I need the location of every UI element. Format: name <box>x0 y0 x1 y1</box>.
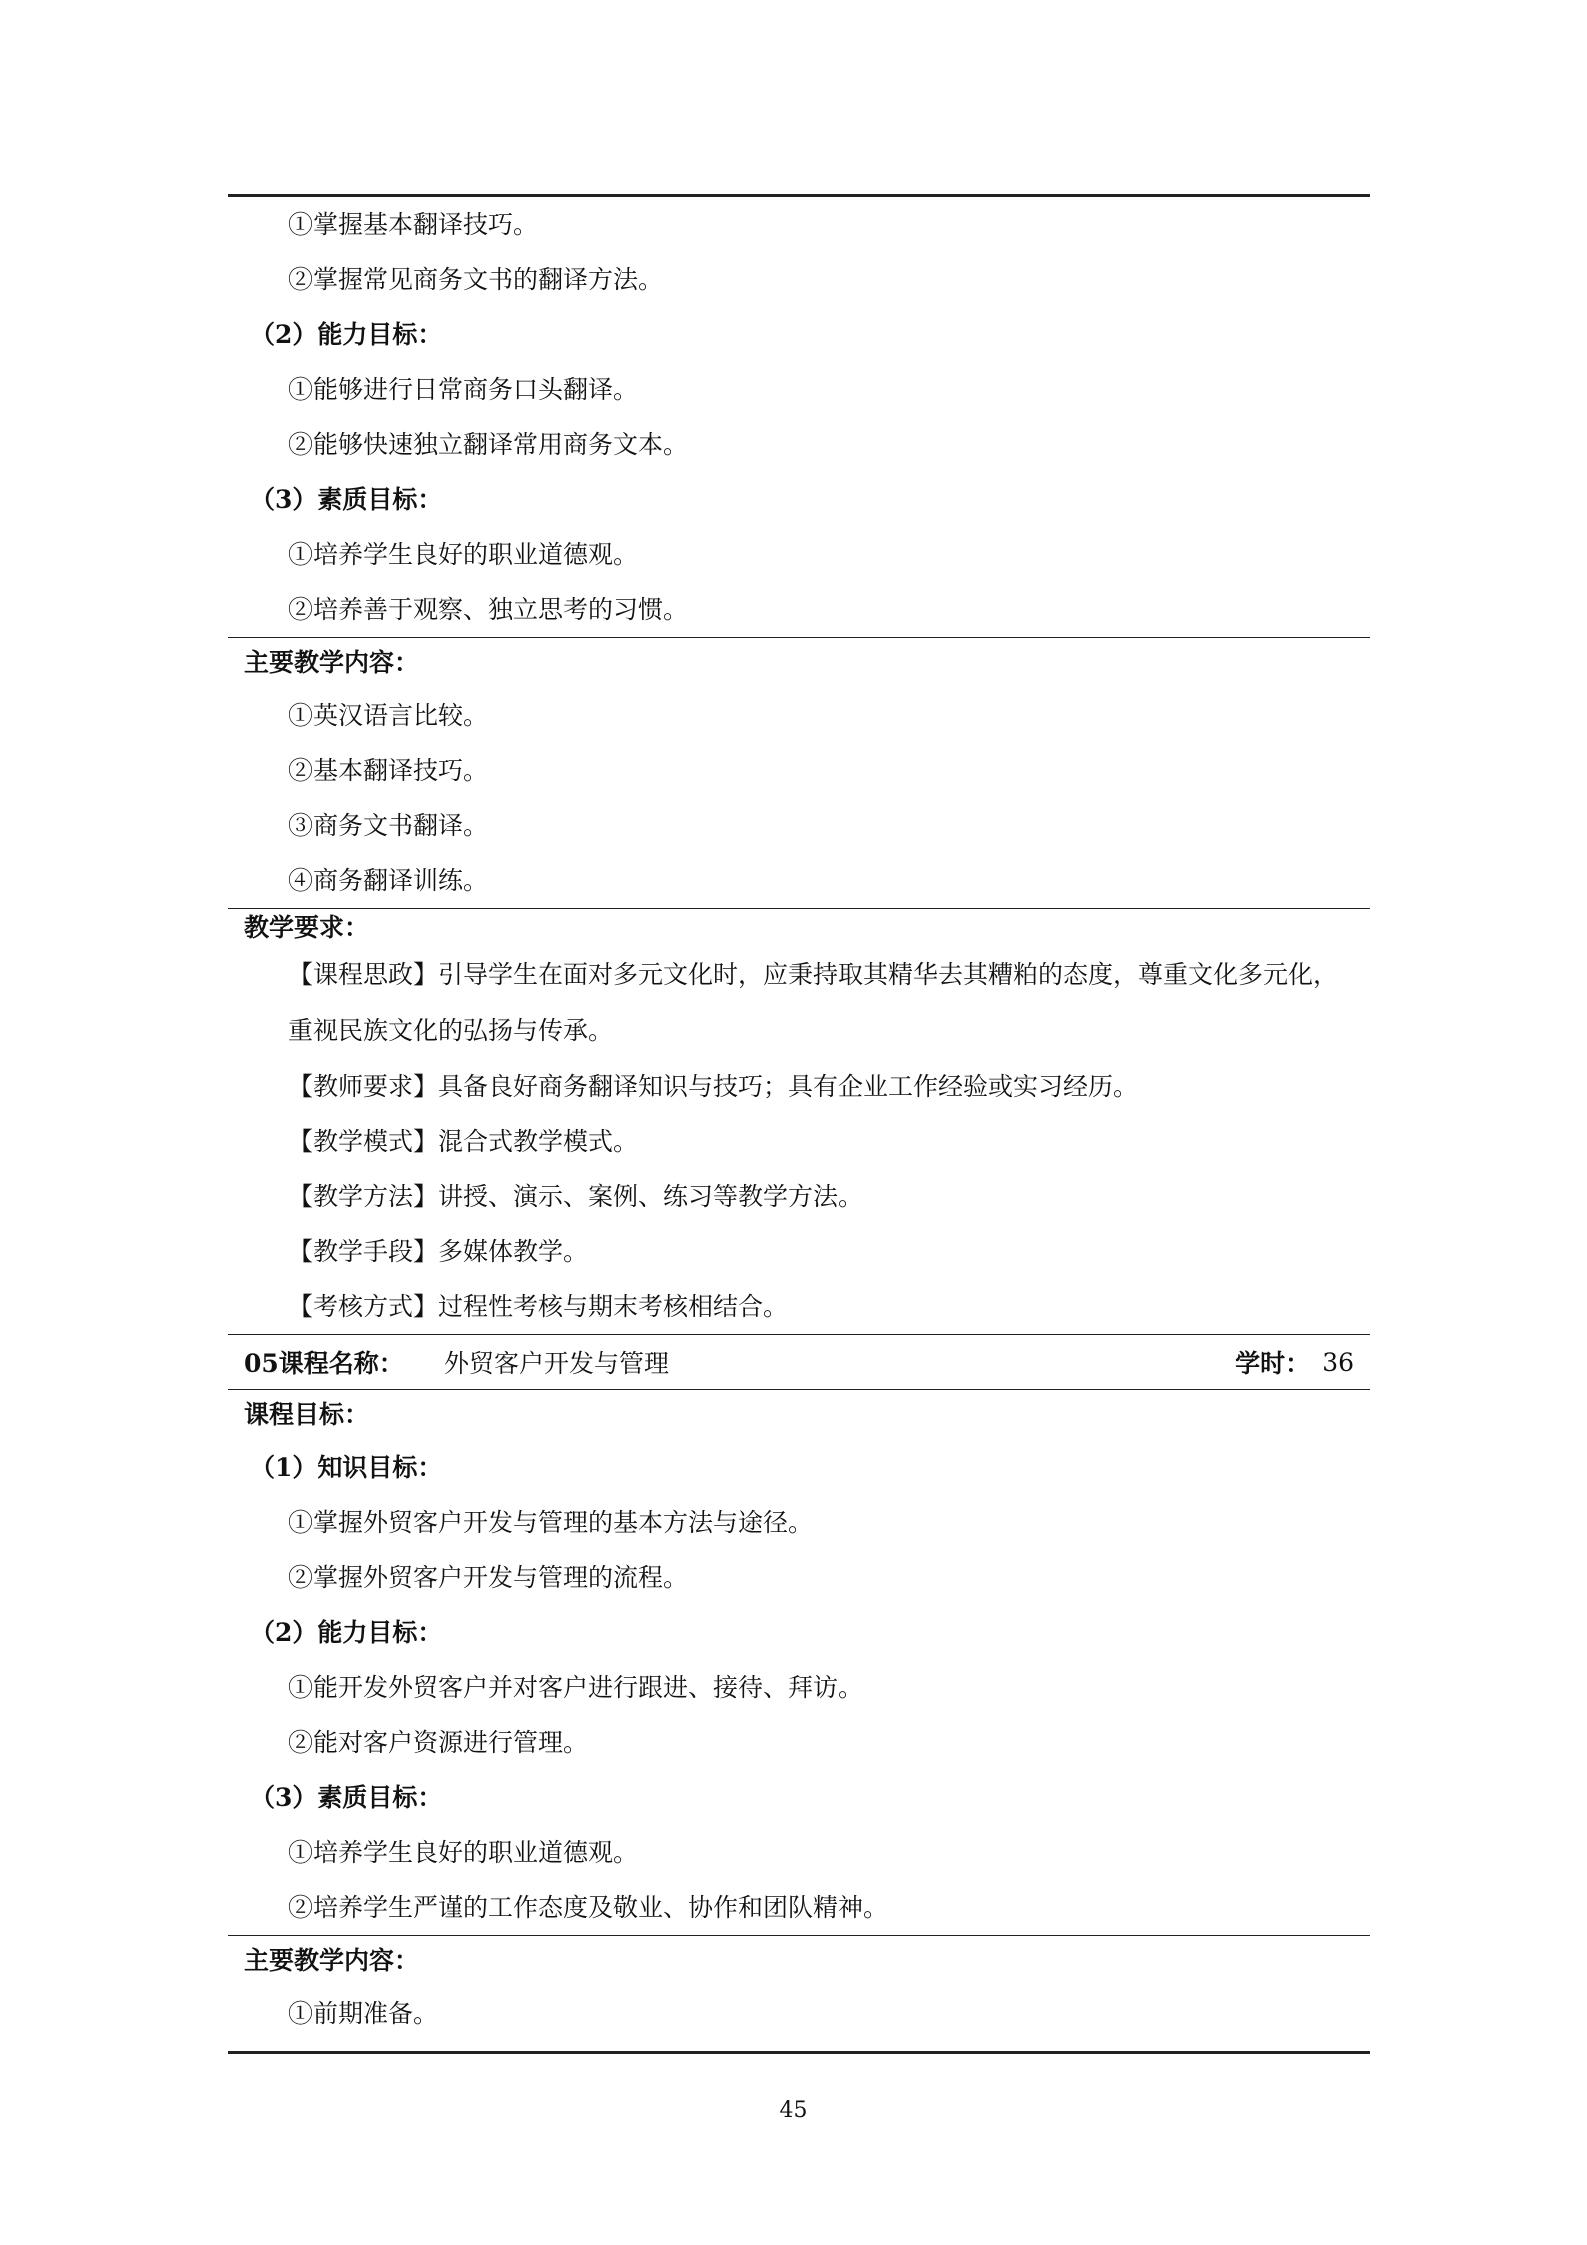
ability-item-2: ②能够快速独立翻译常用商务文本。 <box>288 430 689 459</box>
knowledge-item-1: ①掌握基本翻译技巧。 <box>288 210 539 239</box>
teaching-mode: 【教学模式】混合式教学模式。 <box>288 1127 639 1156</box>
course05-goals-section <box>228 1390 1370 1935</box>
ideology-requirement: 【课程思政】引导学生在面对多元文化时，应秉持取其精华去其糟粕的态度，尊重文化多元化，重视民族文化的弘扬与传承。 <box>288 960 1339 1045</box>
course-name: 外贸客户开发与管理 <box>444 1349 670 1378</box>
knowledge-heading: （1）知识目标： <box>250 1453 443 1482</box>
teaching-means: 【教学手段】多媒体教学。 <box>288 1237 589 1266</box>
content-heading: 主要教学内容： <box>244 648 420 677</box>
page-number: 45 <box>779 2098 808 2123</box>
quality-heading: （3）素质目标： <box>250 485 443 514</box>
quality-item-1: ①培养学生良好的职业道德观。 <box>288 1838 639 1867</box>
hours-value: 36 <box>1322 1347 1354 1377</box>
course-title-row <box>228 1335 1370 1389</box>
content-item-4: ④商务翻译训练。 <box>288 866 489 895</box>
quality-item-2: ②培养善于观察、独立思考的习惯。 <box>288 595 689 624</box>
requirements-section <box>228 909 1370 1334</box>
hours-label: 学时： <box>1235 1349 1311 1378</box>
course-name-label: 05课程名称： <box>244 1349 404 1378</box>
teacher-requirement: 【教师要求】具备良好商务翻译知识与技巧；具有企业工作经验或实习经历。 <box>288 1072 1139 1101</box>
knowledge-item-2: ②掌握外贸客户开发与管理的流程。 <box>288 1563 689 1592</box>
table-bottom-rule <box>228 2051 1370 2054</box>
requirements-heading: 教学要求： <box>244 913 370 942</box>
goals-heading: 课程目标： <box>244 1400 370 1429</box>
ability-item-1: ①能开发外贸客户并对客户进行跟进、接待、拜访。 <box>288 1673 864 1702</box>
quality-item-1: ①培养学生良好的职业道德观。 <box>288 540 639 569</box>
knowledge-item-1: ①掌握外贸客户开发与管理的基本方法与途径。 <box>288 1508 814 1537</box>
content-item-2: ②基本翻译技巧。 <box>288 756 489 785</box>
ability-heading: （2）能力目标： <box>250 320 443 349</box>
requirements-paragraph <box>228 947 1370 1059</box>
goals-section <box>228 197 1370 637</box>
quality-heading: （3）素质目标： <box>250 1783 443 1812</box>
course-table <box>228 194 1370 2054</box>
ability-item-1: ①能够进行日常商务口头翻译。 <box>288 375 639 404</box>
content-item-3: ③商务文书翻译。 <box>288 811 489 840</box>
knowledge-item-2: ②掌握常见商务文书的翻译方法。 <box>288 265 664 294</box>
content-heading: 主要教学内容： <box>244 1946 420 1975</box>
ability-heading: （2）能力目标： <box>250 1618 443 1647</box>
content-item-1: ①英汉语言比较。 <box>288 701 489 730</box>
teaching-method: 【教学方法】讲授、演示、案例、练习等教学方法。 <box>288 1182 864 1211</box>
course05-content-section <box>228 1936 1370 2041</box>
assessment-method: 【考核方式】过程性考核与期末考核相结合。 <box>288 1292 789 1321</box>
content-item-1: ①前期准备。 <box>288 1999 439 2028</box>
content-section <box>228 638 1370 908</box>
ability-item-2: ②能对客户资源进行管理。 <box>288 1728 589 1757</box>
quality-item-2: ②培养学生严谨的工作态度及敬业、协作和团队精神。 <box>288 1893 889 1922</box>
